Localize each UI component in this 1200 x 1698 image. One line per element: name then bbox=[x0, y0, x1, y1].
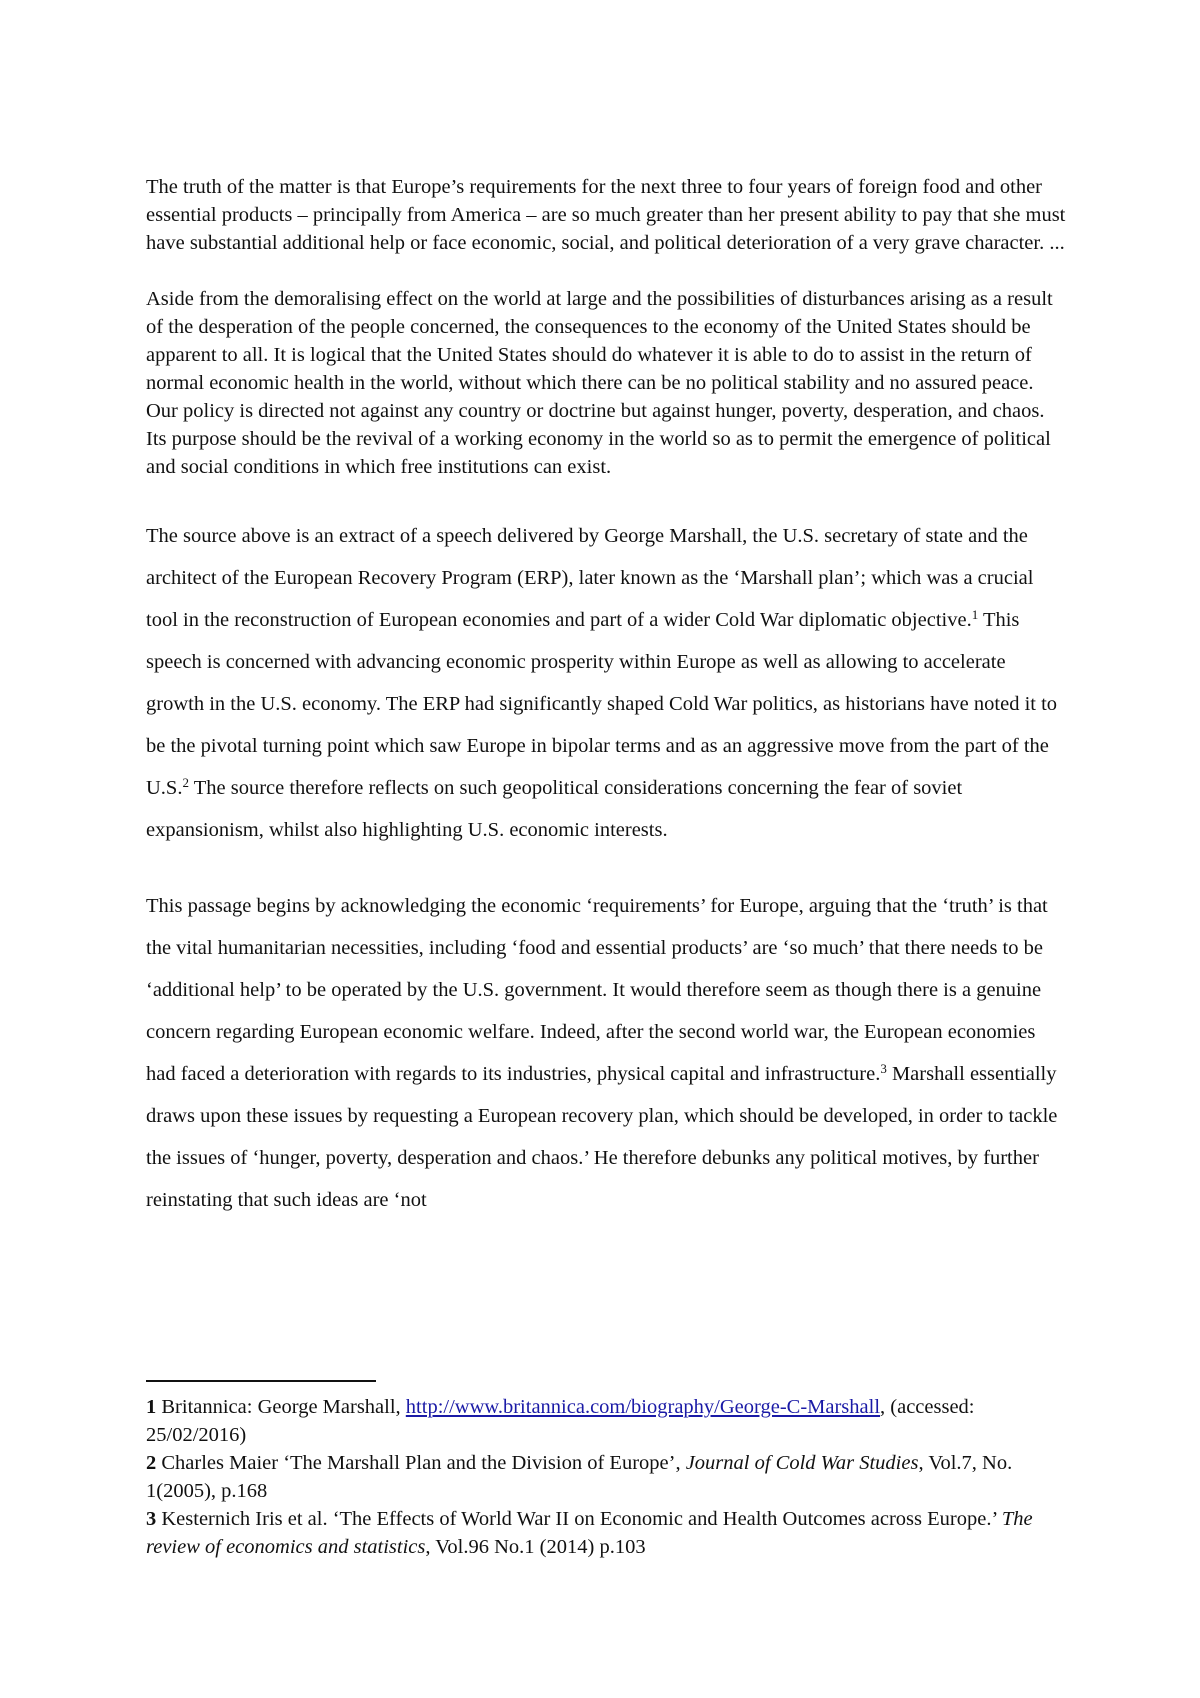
footnote-number: 3 bbox=[146, 1508, 157, 1530]
footnote-2 bbox=[146, 1449, 1066, 1505]
footnote-number: 1 bbox=[146, 1396, 157, 1418]
footnote-text: Charles Maier ‘The Marshall Plan and the Division of Europe’, bbox=[156, 1452, 686, 1474]
quote-paragraph: Aside from the demoralising effect on the world at large and the possibilities of disturbances arising as a result of the desperation of the people concerned, the consequences to the economy of the United States should be apparent to all. It is logical that the United States should do whatever it is able to do to assist in the return of normal economic health in the world, without which there can be no political stability and no assured peace. Our policy is directed not against any country or doctrine but against hunger, poverty, desperation, and chaos. Its purpose should be the revival of a working economy in the world so as to permit the emergence of political and social conditions in which free institutions can exist. bbox=[146, 288, 1053, 478]
essay-text: This passage begins by acknowledging the economic ‘requirements’ for Europe, arguing that the ‘truth’ is that the vital humanitarian necessities, including ‘food and essential products’ are ‘so much’ that there needs to be ‘additional help’ to be operated by the U.S. government. It would therefore seem as though there is a genuine concern regarding European economic welfare. Indeed, after the second world war, the European economies had faced a deterioration with regards to its industries, physical capital and infrastructure. bbox=[146, 895, 1048, 1085]
footnote-text: Kesternich Iris et al. ‘The Effects of World War II on Economic and Health Outcomes across Europe.’ bbox=[156, 1508, 1002, 1530]
footnote-text: , Vol.96 No.1 (2014) p.103 bbox=[425, 1536, 646, 1558]
footnotes bbox=[146, 1393, 1066, 1561]
footnote-text: , (accessed: 25/02/2016) bbox=[146, 1396, 975, 1446]
journal-title: Journal of Cold War Studies bbox=[685, 1452, 919, 1474]
essay-paragraph bbox=[146, 515, 1066, 851]
essay-text: The source above is an extract of a speech delivered by George Marshall, the U.S. secretary of state and the architect of the European Recovery Program (ERP), later known as the ‘Marshall plan’; which was a crucial tool in the reconstruction of European economies and part of a wider Cold War diplomatic objective. bbox=[146, 525, 1034, 631]
quote-paragraph: The truth of the matter is that Europe’s requirements for the next three to four years of foreign food and other essential products – principally from America – are so much greater than her present ability to pay that she must have substantial additional help or face economic, social, and political deterioration of a very grave character. ... bbox=[146, 176, 1066, 254]
document-page bbox=[146, 173, 1066, 1221]
journal-title: The review of economics and statistics bbox=[146, 1508, 1033, 1558]
footnote-text: Britannica: George Marshall, bbox=[156, 1396, 406, 1418]
footnote-ref-1[interactable]: 1 bbox=[971, 607, 979, 622]
britannica-link[interactable]: http://www.britannica.com/biography/George-C-Marshall bbox=[405, 1396, 881, 1418]
essay-text: Marshall essentially draws upon these issues by requesting a European recovery plan, which should be developed, in order to tackle the issues of ‘hunger, poverty, desperation and chaos.’ He therefore debunks any political motives, by further reinstating that such ideas are ‘not bbox=[146, 1063, 1058, 1211]
footnote-number: 2 bbox=[146, 1452, 157, 1474]
essay-text: This speech is concerned with advancing economic prosperity within Europe as well as allowing to accelerate growth in the U.S. economy. The ERP had significantly shaped Cold War politics, as historians have noted it to be the pivotal turning point which saw Europe in bipolar terms and as an aggressive move from the part of the U.S. bbox=[146, 609, 1058, 799]
footnote-1 bbox=[146, 1393, 1066, 1449]
footnote-ref-3[interactable]: 3 bbox=[880, 1061, 887, 1076]
footnote-ref-2[interactable]: 2 bbox=[182, 775, 189, 790]
speech-extract bbox=[146, 173, 1066, 481]
footnote-separator bbox=[146, 1380, 376, 1382]
essay-text: The source therefore reflects on such geopolitical considerations concerning the fear of soviet expansionism, whilst also highlighting U.S. economic interests. bbox=[146, 777, 963, 841]
footnote-3 bbox=[146, 1505, 1066, 1561]
essay-paragraph bbox=[146, 885, 1066, 1221]
footnote-text: , Vol.7, No. 1(2005), p.168 bbox=[146, 1452, 1013, 1502]
